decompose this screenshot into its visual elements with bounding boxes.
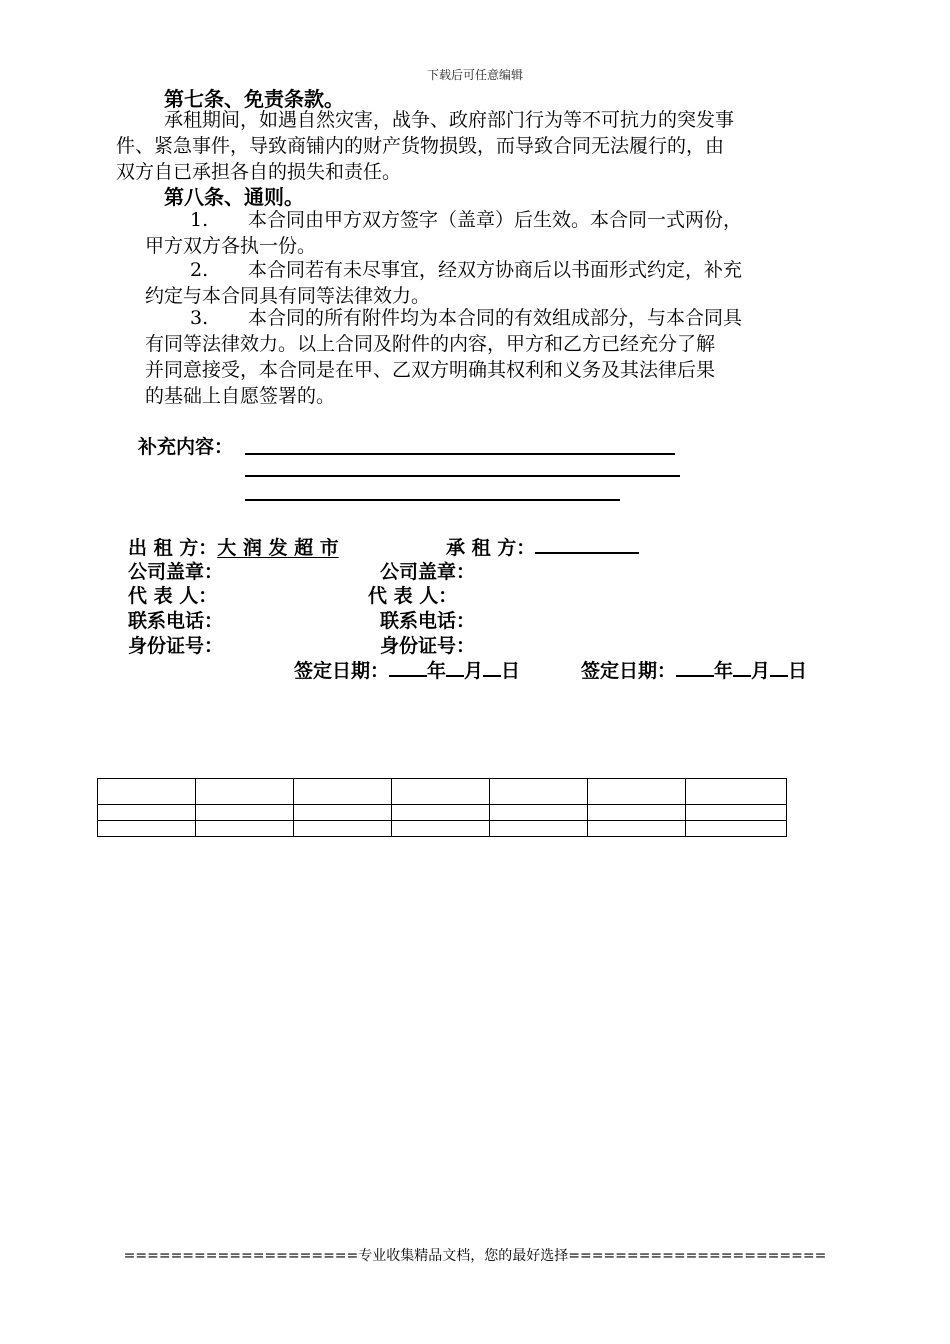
left-date-label: 签定日期： [294,660,390,682]
table-cell [588,779,686,805]
left-sign-date: 签定日期： 年 月 日 [294,656,520,683]
right-seal-label: 公司盖章： [380,561,476,583]
article8-item3-line4: 的基础上自愿签署的。 [145,385,336,407]
table-cell [490,805,588,821]
table-cell [490,821,588,837]
article8-item3-line2: 有同等法律效力。以上合同及附件的内容，甲方和乙方已经充分了解 [145,333,716,355]
left-day-blank[interactable] [483,656,501,677]
item3-number: 3. [190,307,209,329]
table-row [98,805,787,821]
right-day-blank[interactable] [770,656,788,677]
supplement-line-1[interactable] [245,453,675,455]
header-note: 下载后可任意编辑 [426,68,523,82]
lessee-label: 承 租 方： [446,537,536,559]
lessor-label: 出 租 方： [128,537,218,559]
left-id-label: 身份证号： [128,635,224,657]
right-rep-label: 代 表 人： [368,585,458,607]
table-cell [392,779,490,805]
supplement-line-3[interactable] [245,499,620,501]
table-cell [98,821,196,837]
table-row [98,821,787,837]
article7-line-3: 双方自已承担各自的损失和责任。 [116,161,402,183]
article7-line-2: 件、紧急事件，导致商铺内的财产货物损毁，而导致合同无法履行的，由 [116,135,725,157]
lessee-row [446,533,639,560]
table-cell [588,805,686,821]
right-id-label: 身份证号： [380,635,476,657]
table-cell [490,779,588,805]
table-row [98,779,787,805]
article8-item2-line2: 约定与本合同具有同等法律效力。 [145,285,431,307]
table-cell [98,779,196,805]
table-cell [196,805,294,821]
table-cell [686,779,787,805]
left-seal-label: 公司盖章： [128,561,224,583]
article8-item1-line1: 1. 本合同由甲方双方签字（盖章）后生效。本合同一式两份， [190,209,743,231]
item1-number: 1. [190,209,209,231]
article8-item3-line3: 并同意接受，本合同是在甲、乙双方明确其权利和义务及其法律后果 [145,359,716,381]
article8-title: 第八条、通则。 [164,185,304,209]
right-year-blank[interactable] [676,656,714,677]
right-sign-date: 签定日期： 年 月 日 [581,656,807,683]
right-phone-label: 联系电话： [380,610,476,632]
table-cell [392,821,490,837]
supplement-line-2[interactable] [245,475,680,477]
lessor-name: 大 润 发 超 市 [217,537,339,559]
right-month-blank[interactable] [733,656,751,677]
table-cell [98,805,196,821]
left-rep-label: 代 表 人： [128,585,218,607]
left-year-blank[interactable] [389,656,427,677]
right-date-label: 签定日期： [581,660,677,682]
supplement-label: 补充内容： [138,436,234,458]
left-phone-label: 联系电话： [128,610,224,632]
table-cell [294,779,392,805]
item2-number: 2. [190,259,209,281]
article8-item1-line2: 甲方双方各执一份。 [145,235,317,257]
table-cell [686,821,787,837]
table-cell [588,821,686,837]
article7-title: 第七条、免责条款。 [164,87,344,111]
table-cell [196,779,294,805]
footer-note: ====================专业收集精品文档，您的最好选择====================== [123,1248,827,1264]
empty-table [97,778,787,837]
left-month-blank[interactable] [446,656,464,677]
article7-line-1: 承租期间，如遇自然灾害，战争、政府部门行为等不可抗力的突发事 [164,109,735,131]
table-cell [686,805,787,821]
article8-item2-line1: 2. 本合同若有未尽事宜，经双方协商后以书面形式约定，补充 [190,259,743,281]
article8-item3-line1: 3. 本合同的所有附件均为本合同的有效组成部分，与本合同具 [190,307,743,329]
table-cell [294,805,392,821]
table-cell [294,821,392,837]
lessor-row [128,533,339,560]
table-cell [392,805,490,821]
table-cell [196,821,294,837]
lessee-name-blank[interactable] [535,533,639,554]
